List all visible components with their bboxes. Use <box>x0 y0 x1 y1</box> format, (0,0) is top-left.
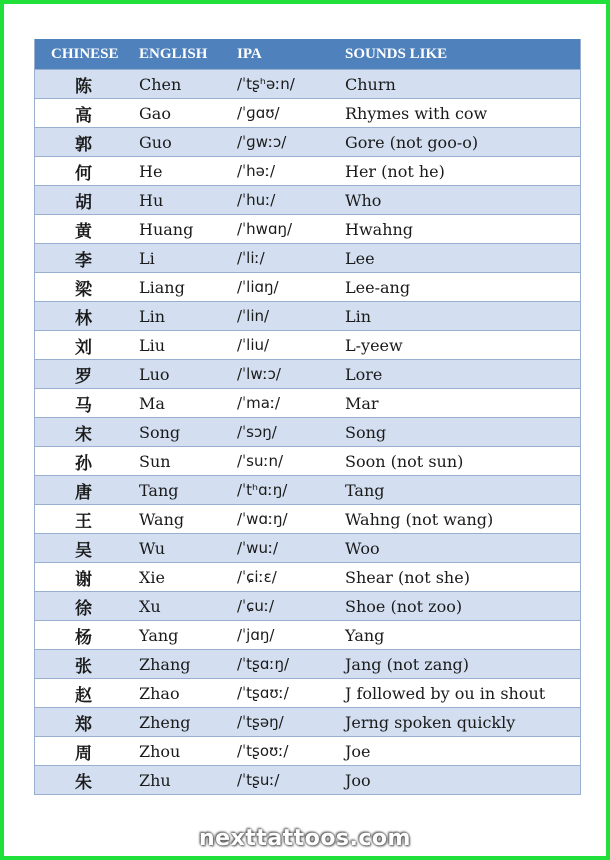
table-row <box>35 707 580 736</box>
table-row <box>35 243 580 272</box>
english-name: Liu <box>139 335 166 355</box>
table-row <box>35 475 580 504</box>
sounds-like: Shoe (not zoo) <box>345 596 463 616</box>
ipa-text: /ˈlwːɔ/ <box>237 365 281 383</box>
header-sounds-like: SOUNDS LIKE <box>345 45 448 62</box>
table-row <box>35 156 580 185</box>
table-row <box>35 69 580 98</box>
ipa-text: /ˈliː/ <box>237 249 265 267</box>
table-row <box>35 214 580 243</box>
sounds-like: Lore <box>345 364 383 384</box>
ipa-text: /ˈhəː/ <box>237 162 276 180</box>
english-name: Zhu <box>139 770 171 790</box>
ipa-text: /ˈɕuː/ <box>237 597 275 615</box>
table-row <box>35 649 580 678</box>
english-name: Tang <box>139 480 179 500</box>
sounds-like: Yang <box>345 625 385 645</box>
sounds-like: Woo <box>345 538 380 558</box>
ipa-text: /ˈliɑŋ/ <box>237 278 279 296</box>
ipa-text: /ˈhuː/ <box>237 191 276 209</box>
table-row <box>35 446 580 475</box>
chinese-char: 马 <box>75 395 92 416</box>
table-row <box>35 533 580 562</box>
table-row <box>35 620 580 649</box>
header-english: ENGLISH <box>139 45 208 62</box>
ipa-text: /ˈsɔŋ/ <box>237 423 277 441</box>
ipa-text: /ˈlin/ <box>237 307 270 325</box>
chinese-char: 李 <box>75 250 92 271</box>
english-name: Zhao <box>139 683 180 703</box>
english-name: Gao <box>139 103 171 123</box>
english-name: Yang <box>139 625 179 645</box>
english-name: Hu <box>139 190 164 210</box>
chinese-char: 黄 <box>75 221 92 242</box>
sounds-like: Jerng spoken quickly <box>345 712 516 732</box>
chinese-char: 郭 <box>75 134 92 155</box>
ipa-text: /ˈɡɑʊ/ <box>237 104 280 122</box>
sounds-like: Joe <box>345 741 371 761</box>
table-row <box>35 301 580 330</box>
table-row <box>35 417 580 446</box>
chinese-char: 周 <box>75 743 92 764</box>
table-row <box>35 388 580 417</box>
sounds-like: Soon (not sun) <box>345 451 464 471</box>
surname-table <box>34 39 581 795</box>
sounds-like: Her (not he) <box>345 161 445 181</box>
english-name: Chen <box>139 74 182 94</box>
english-name: Zhou <box>139 741 181 761</box>
english-name: Zheng <box>139 712 191 732</box>
english-name: Xu <box>139 596 161 616</box>
chinese-char: 吴 <box>75 540 92 561</box>
sounds-like: J followed by ou in shout <box>345 683 546 703</box>
chinese-char: 高 <box>75 105 92 126</box>
ipa-text: /ˈtʂʰəːn/ <box>237 75 295 93</box>
sounds-like: Joo <box>345 770 371 790</box>
chinese-char: 宋 <box>75 424 92 445</box>
english-name: Guo <box>139 132 172 152</box>
table-row <box>35 736 580 765</box>
chinese-char: 谢 <box>75 569 92 590</box>
chinese-char: 胡 <box>75 192 92 213</box>
english-name: Liang <box>139 277 185 297</box>
chinese-char: 王 <box>75 511 92 532</box>
ipa-text: /ˈtʂɑːŋ/ <box>237 655 290 673</box>
english-name: Song <box>139 422 181 442</box>
english-name: Zhang <box>139 654 191 674</box>
table-row <box>35 127 580 156</box>
table-row <box>35 504 580 533</box>
ipa-text: /ˈmaː/ <box>237 394 281 412</box>
table-row <box>35 272 580 301</box>
ipa-text: /ˈtʂəŋ/ <box>237 713 284 731</box>
table-row <box>35 765 580 794</box>
ipa-text: /ˈliu/ <box>237 336 270 354</box>
english-name: Luo <box>139 364 170 384</box>
ipa-text: /ˈhwɑŋ/ <box>237 220 293 238</box>
table-row <box>35 562 580 591</box>
english-name: Lin <box>139 306 166 326</box>
sounds-like: Shear (not she) <box>345 567 470 587</box>
english-name: Huang <box>139 219 194 239</box>
table-row <box>35 185 580 214</box>
chinese-char: 陈 <box>75 76 92 97</box>
sounds-like: Wahng (not wang) <box>345 509 494 529</box>
table-header <box>35 39 580 69</box>
table-row <box>35 330 580 359</box>
chinese-char: 刘 <box>75 337 92 358</box>
header-chinese: CHINESE <box>51 45 119 62</box>
chinese-char: 赵 <box>75 685 92 706</box>
chinese-char: 徐 <box>75 598 92 619</box>
chinese-char: 何 <box>75 163 92 184</box>
english-name: Xie <box>139 567 165 587</box>
sounds-like: Jang (not zang) <box>345 654 470 674</box>
ipa-text: /ˈwɑːŋ/ <box>237 510 288 528</box>
sounds-like: Gore (not goo-o) <box>345 132 479 152</box>
chinese-char: 郑 <box>75 714 92 735</box>
ipa-text: /ˈjɑŋ/ <box>237 626 275 644</box>
ipa-text: /ˈɕiːɛ/ <box>237 568 277 586</box>
sounds-like: Hwahng <box>345 219 414 239</box>
chinese-char: 唐 <box>75 482 92 503</box>
sounds-like: L-yeew <box>345 335 403 355</box>
sounds-like: Rhymes with cow <box>345 103 488 123</box>
ipa-text: /ˈɡwːɔ/ <box>237 133 287 151</box>
watermark: nexttattoos.com <box>199 826 411 851</box>
ipa-text: /ˈtʂuː/ <box>237 771 280 789</box>
table-row <box>35 359 580 388</box>
table-row <box>35 678 580 707</box>
chinese-char: 张 <box>75 656 92 677</box>
ipa-text: /ˈtʂoʊː/ <box>237 742 289 760</box>
english-name: Wang <box>139 509 185 529</box>
ipa-text: /ˈtʂɑʊː/ <box>237 684 289 702</box>
table-row <box>35 591 580 620</box>
sounds-like: Tang <box>345 480 385 500</box>
ipa-text: /ˈsuːn/ <box>237 452 284 470</box>
english-name: Ma <box>139 393 165 413</box>
english-name: Sun <box>139 451 171 471</box>
table-body <box>35 69 580 794</box>
ipa-text: /ˈwuː/ <box>237 539 279 557</box>
english-name: Wu <box>139 538 166 558</box>
sounds-like: Song <box>345 422 387 442</box>
chinese-char: 杨 <box>75 627 92 648</box>
english-name: Li <box>139 248 155 268</box>
sounds-like: Lee <box>345 248 375 268</box>
sounds-like: Lee-ang <box>345 277 411 297</box>
ipa-text: /ˈtʰɑːŋ/ <box>237 481 288 499</box>
chinese-char: 梁 <box>75 279 92 300</box>
table-row <box>35 98 580 127</box>
english-name: He <box>139 161 163 181</box>
sounds-like: Mar <box>345 393 379 413</box>
chinese-char: 孙 <box>75 453 92 474</box>
chinese-char: 林 <box>75 308 92 329</box>
sounds-like: Lin <box>345 306 372 326</box>
header-ipa: IPA <box>237 45 262 62</box>
sounds-like: Churn <box>345 74 396 94</box>
sounds-like: Who <box>345 190 382 210</box>
chinese-char: 朱 <box>75 772 92 793</box>
chinese-char: 罗 <box>75 366 92 387</box>
